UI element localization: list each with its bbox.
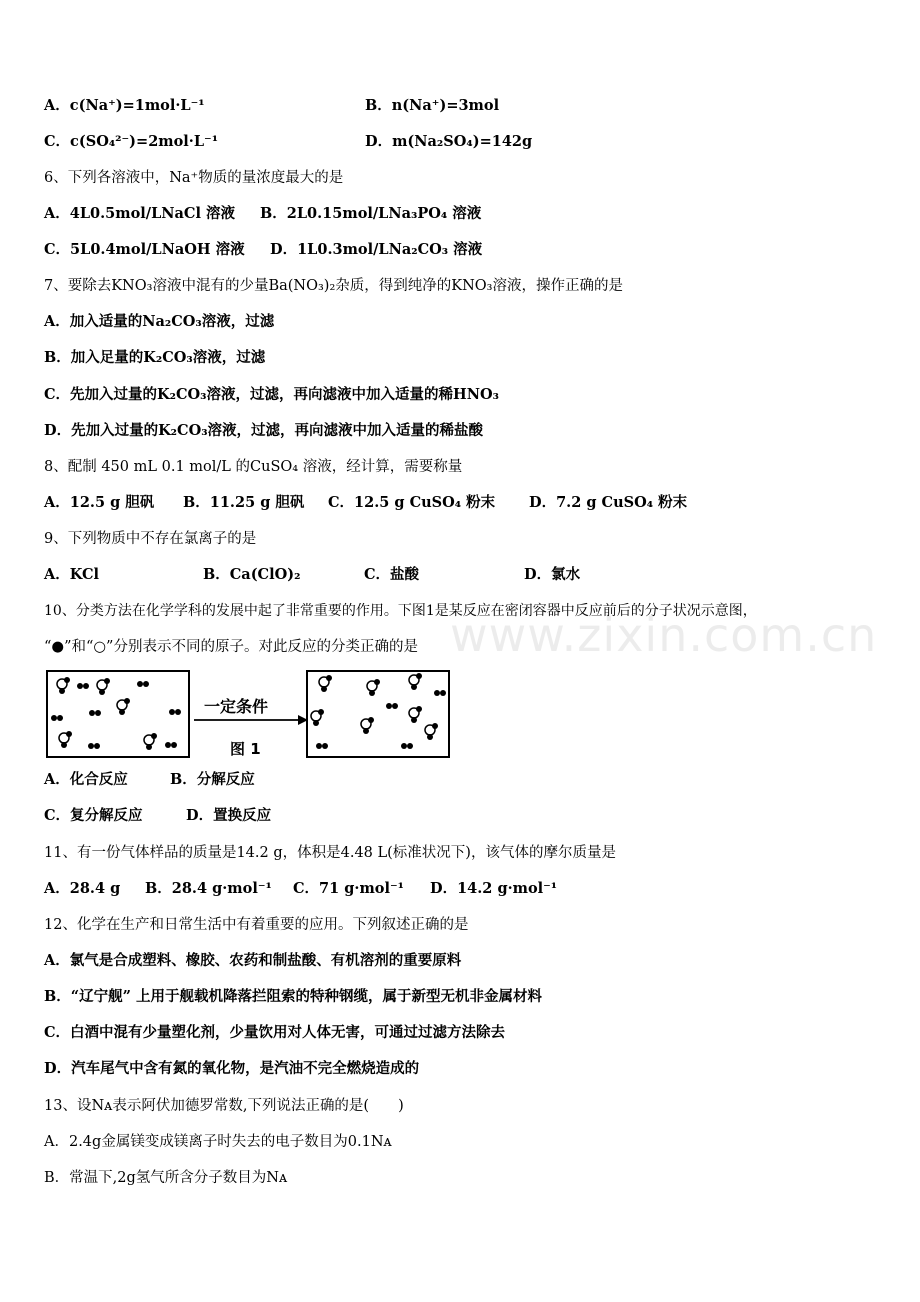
q11-option-a: A．28.4 g xyxy=(44,880,121,897)
q6-option-b: B．2L0.15mol/LNa₃PO₄ 溶液 xyxy=(260,205,482,222)
q11-option-d: D．14.2 g·mol⁻¹ xyxy=(430,880,558,897)
q10-option-a: A．化合反应 xyxy=(44,771,128,788)
q9-option-b: B．Ca(ClO)₂ xyxy=(203,566,301,583)
q12-option-d: D．汽车尾气中含有氮的氧化物，是汽油不完全燃烧造成的 xyxy=(44,1060,420,1077)
figure-1-svg xyxy=(44,668,454,762)
q8-option-b: B．11.25 g 胆矾 xyxy=(183,494,305,511)
q5-option-c: C．c(SO₄²⁻)=2mol·L⁻¹ xyxy=(44,133,219,150)
q10-option-b: B．分解反应 xyxy=(170,771,255,788)
q9-stem: 9、下列物质中不存在氯离子的是 xyxy=(44,531,257,547)
arrow-label: 一定条件 xyxy=(204,697,269,716)
watermark: www.zixin.com.cn xyxy=(450,608,878,662)
q8-option-d: D．7.2 g CuSO₄ 粉末 xyxy=(529,494,688,511)
q6-stem: 6、下列各溶液中，Na⁺物质的量浓度最大的是 xyxy=(44,170,344,186)
figure-1 xyxy=(44,668,454,762)
q13-option-b: B．常温下,2g氢气所含分子数目为Nᴀ xyxy=(44,1170,288,1186)
q10-stem-line1: 10、分类方法在化学学科的发展中起了非常重要的作用。下图1是某反应在密闭容器中反应前后的分子状况示意图， xyxy=(44,603,757,619)
q5-option-b: B．n(Na⁺)=3mol xyxy=(365,97,500,114)
q10-option-d: D．置换反应 xyxy=(186,807,272,824)
q6-option-d: D．1L0.3mol/LNa₂CO₃ 溶液 xyxy=(270,241,483,258)
q7-option-b: B．加入足量的K₂CO₃溶液，过滤 xyxy=(44,349,266,366)
q8-option-c: C．12.5 g CuSO₄ 粉末 xyxy=(328,494,496,511)
q11-stem: 11、有一份气体样品的质量是14.2 g，体积是4.48 L(标准状况下)，该气体的摩尔质量是 xyxy=(44,845,616,861)
q12-option-c: C．白酒中混有少量塑化剂，少量饮用对人体无害，可通过过滤方法除去 xyxy=(44,1024,506,1041)
q9-option-d: D．氯水 xyxy=(524,566,581,583)
q8-stem: 8、配制 450 mL 0.1 mol/L 的CuSO₄ 溶液，经计算，需要称量 xyxy=(44,459,463,475)
q13-option-a: A．2.4g金属镁变成镁离子时失去的电子数目为0.1Nᴀ xyxy=(44,1134,392,1150)
q11-option-c: C．71 g·mol⁻¹ xyxy=(293,880,404,897)
q6-option-a: A．4L0.5mol/LNaCl 溶液 xyxy=(44,205,236,222)
q12-option-b: B．“辽宁舰” 上用于舰载机降落拦阻索的特种钢缆，属于新型无机非金属材料 xyxy=(44,988,542,1005)
q12-option-a: A．氯气是合成塑料、橡胶、农药和制盐酸、有机溶剂的重要原料 xyxy=(44,952,462,969)
q11-option-b: B．28.4 g·mol⁻¹ xyxy=(145,880,272,897)
q13-stem: 13、设Nᴀ表示阿伏加德罗常数,下列说法正确的是( ) xyxy=(44,1098,404,1114)
q5-option-a: A．c(Na⁺)=1mol·L⁻¹ xyxy=(44,97,205,114)
q7-stem: 7、要除去KNO₃溶液中混有的少量Ba(NO₃)₂杂质，得到纯净的KNO₃溶液，操作正确的是 xyxy=(44,278,623,294)
q7-option-c: C．先加入过量的K₂CO₃溶液，过滤，再向滤液中加入适量的稀HNO₃ xyxy=(44,386,499,403)
figure-label: 图 1 xyxy=(230,740,261,758)
q12-stem: 12、化学在生产和日常生活中有着重要的应用。下列叙述正确的是 xyxy=(44,917,469,933)
q7-option-a: A．加入适量的Na₂CO₃溶液，过滤 xyxy=(44,313,275,330)
q5-option-d: D．m(Na₂SO₄)=142g xyxy=(365,133,533,150)
q8-option-a: A．12.5 g 胆矾 xyxy=(44,494,155,511)
q9-option-a: A．KCl xyxy=(44,566,100,583)
q6-option-c: C．5L0.4mol/LNaOH 溶液 xyxy=(44,241,245,258)
q10-option-c: C．复分解反应 xyxy=(44,807,143,824)
q7-option-d: D．先加入过量的K₂CO₃溶液，过滤，再向滤液中加入适量的稀盐酸 xyxy=(44,422,484,439)
q9-option-c: C．盐酸 xyxy=(364,566,420,583)
q10-stem-line2: “●”和“○”分别表示不同的原子。对此反应的分类正确的是 xyxy=(44,639,418,655)
